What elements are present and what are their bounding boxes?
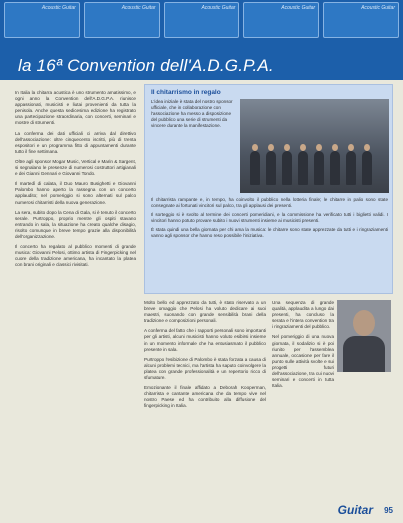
paragraph: È stata quindi una bella giornata per chi ama la musica: le chitarre sono state apprezzate da tutti e i ringraziamenti vanno agli sponsor che hanno reso possibile l'iniziativa. <box>151 227 388 239</box>
paragraph: Purtroppo l'esibizione di Palombo è stata forzata a causa di alcuni problemi tecnici, ma l'artista ha saputo coinvolgere la platea con grande professionalità e un repertorio ricco di sfumature. <box>144 356 266 381</box>
magazine-logo: Guitar <box>337 503 373 517</box>
group-photo <box>240 99 389 193</box>
portrait-face <box>353 310 375 336</box>
guitar-tile <box>323 2 399 38</box>
person <box>346 151 356 185</box>
guitar-tile <box>164 2 240 38</box>
paragraph: Una sequenza di grande qualità, applaudita a lungo dai presenti, ha concluso la serata e l'intera convention tra i ringraziamenti del pubblico. <box>272 300 334 330</box>
person <box>362 151 372 185</box>
person <box>330 151 340 185</box>
paragraph: In Italia la chitarra acustica è uno strumento amatissimo, e ogni anno la Convention dell'A.D.G.P.A. riunisce appassionati, musicisti e liutai provenienti da tutta la penisola. Anche questa sedicesima edizione ha registrato una partecipazione straordinaria, con concerti, seminari e mostre di strumenti. <box>15 90 136 126</box>
paragraph: Oltre agli sponsor Mogar Music, Vertical e Marin & Sargent, si segnalano le presenze di numerosi costruttori artigianali e dei Gianni Gennari e Giovanni Tondo. <box>15 158 136 177</box>
sidebar-box <box>144 84 393 294</box>
portrait-photo <box>337 300 391 372</box>
middle-column <box>144 300 266 414</box>
box-title: Il chitarrismo in regalo <box>151 89 221 96</box>
left-column <box>15 90 136 272</box>
box-lede: L'idea iniziale è stata del nostro sponsor ufficiale, che in collaborazione con l'associazione ha messo a disposizione del pubblico una serie di strumenti da vincere durante la manifestazione. <box>151 99 233 129</box>
paragraph: Il martedì di calata, il Duo Mauro Busighetti e Giovanni Palombo hanno aperto la rassegna con un concerto applaudito; nel pomeriggio si sono alternati sul palco numerosi chitarristi della nuova generazione. <box>15 181 136 205</box>
article-title: la 16ª Convention dell'A.D.G.P.A. <box>18 56 274 75</box>
tile-label: Acoustic Guitar <box>121 5 156 11</box>
portrait-torso <box>343 336 385 372</box>
paragraph: Nel pomeriggio di una nuova giornata, il sodalizio si è poi riunito per l'assemblea annuale, occasione per fare il punto sulle attività svolte e sui progetti futuri dell'associazione, tra cui nuovi seminari e concerti in tutta Italia. <box>272 334 334 389</box>
page-number: 95 <box>384 506 393 515</box>
paragraph: Molto bello ed apprezzato da tutti, è stato riservato a un breve omaggio che Pelosi ha voluto dedicare ai suoi maestri, suonando con grande sensibilità brani della tradizione e composizioni personali. <box>144 300 266 324</box>
tile-label: Acoustic Guitar <box>361 5 395 11</box>
person <box>282 151 292 185</box>
paragraph: Il concerto ha regalato al pubblico momenti di grande musica: Giovanni Pelosi, ottimo artista di Fingerpicking nel cuore della tradizione americana, ha incantato la platea con brani originali e classici rivisitati. <box>15 244 136 268</box>
guitar-tile <box>84 2 160 38</box>
person <box>250 151 260 185</box>
header-banner <box>0 0 403 80</box>
paragraph: La conferma dei dati ufficiali ci arriva dal direttivo dell'associazione: oltre cinquecento iscritti, più di trenta espositori e un programma fitto di appuntamenti durante tutto il fine settimana. <box>15 130 136 154</box>
paragraph: Il chitarrista rampante e, in tempo, ha coinvolto il pubblico nella lotteria finale; le chitarre in palio sono state consegnate ai fortunati vincitori sul palco, tra gli applausi dei presenti. <box>151 197 388 209</box>
person <box>298 151 308 185</box>
guitar-tiles <box>0 0 403 40</box>
right-column <box>272 300 334 393</box>
tile-label: Acoustic Guitar <box>41 5 76 11</box>
paragraph: Emozionante il finale affidato a Deborah Kooperman, chitarrista e cantante americana che da tempo vive nel nostro Paese ed ha contribuito alla diffusione del fingerpicking in Italia. <box>144 385 266 409</box>
person <box>314 151 324 185</box>
box-body <box>151 197 388 243</box>
guitar-tile <box>243 2 319 38</box>
paragraph: A conferma del fatto che i rapporti personali sono importanti per gli artisti, alcuni musicisti hanno voluto esibirsi insieme in un momento informale che ha entusiasmato il pubblico presente in sala. <box>144 328 266 352</box>
tile-label: Acoustic Guitar <box>281 5 316 11</box>
paragraph: Il sorteggio si è svolto al termine dei concerti pomeridiani, e la commissione ha verificato tutti i biglietti validi. I vincitori hanno potuto provare subito i nuovi strumenti insieme ai musicisti presenti. <box>151 212 388 224</box>
guitar-tile <box>4 2 80 38</box>
tile-label: Acoustic Guitar <box>201 5 236 11</box>
person <box>266 151 276 185</box>
paragraph: La sera, subito dopo la Cena di Gala, si è tenuto il concerto serale. Purtroppo, proprio mentre gli ospiti stavano entrando in sala, la situazione ha creato qualche disagio, risolto comunque in breve tempo grazie alla disponibilità dell'organizzazione. <box>15 209 136 239</box>
